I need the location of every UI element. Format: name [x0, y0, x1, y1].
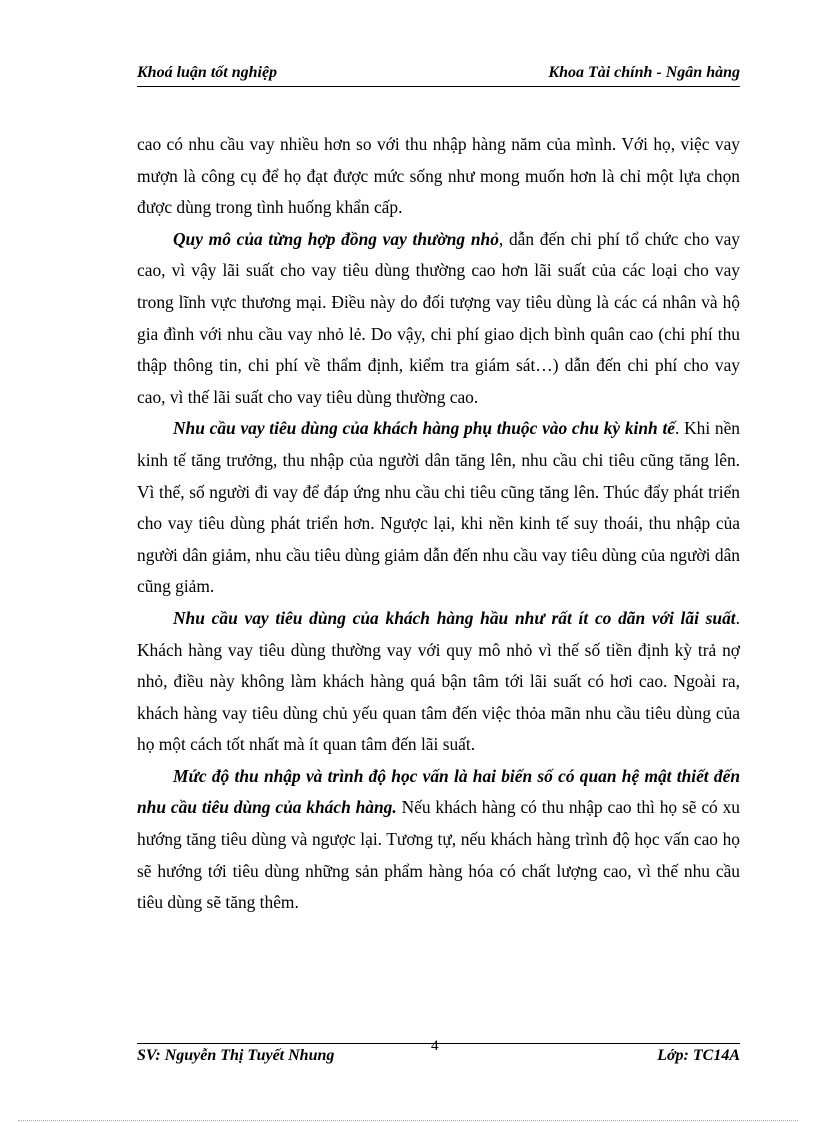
page-footer [137, 1038, 740, 1068]
page-number: 4 [431, 1038, 439, 1054]
document-body [137, 129, 740, 919]
header-thesis-title: Khoá luận tốt nghiệp [137, 64, 278, 81]
paragraph-4 [137, 603, 740, 761]
page-bottom-edge [18, 1120, 798, 1121]
page-header [137, 62, 740, 87]
paragraph-4-heading: Nhu cầu vay tiêu dùng của khách hàng hầu như rất ít co dãn với lãi suất [173, 607, 736, 628]
paragraph-3 [137, 413, 740, 603]
paragraph-1 [137, 129, 740, 224]
footer-student-name: SV: Nguyễn Thị Tuyết Nhung [137, 1047, 335, 1064]
header-faculty: Khoa Tài chính - Ngân hàng [548, 64, 740, 81]
paragraph-3-heading: Nhu cầu vay tiêu dùng của khách hàng phụ thuộc vào chu kỳ kinh tế [173, 418, 675, 439]
paragraph-1-text: cao có nhu cầu vay nhiều hơn so với thu nhập hàng năm của mình. Với họ, việc vay mượn là công cụ để họ đạt được mức sống như mong muốn hơn là chỉ một lựa chọn được dùng trong tình huống khẩn cấp. [137, 134, 740, 218]
paragraph-3-text: . Khi nền kinh tế tăng trưởng, thu nhập của người dân tăng lên, nhu cầu chi tiêu cũng tăng lên. Vì thế, số người đi vay để đáp ứng nhu cầu chi tiêu cũng tăng lên. Thúc đẩy phát triển cho vay tiêu dùng phát triển hơn. Ngược lại, khi nền kinh tế suy thoái, thu nhập của người dân giảm, nhu cầu tiêu dùng giảm dẫn đến nhu cầu vay tiêu dùng của người dân cũng giảm. [137, 418, 740, 597]
paragraph-4-text: . Khách hàng vay tiêu dùng thường vay với quy mô nhỏ vì thế số tiền định kỳ trả nợ nhỏ, điều này không làm khách hàng quá bận tâm tới lãi suất có hơi cao. Ngoài ra, khách hàng vay tiêu dùng chủ yếu quan tâm đến việc thỏa mãn nhu cầu tiêu dùng của họ một cách tốt nhất mà ít quan tâm đến lãi suất. [137, 607, 740, 755]
paragraph-5 [137, 761, 740, 919]
paragraph-2 [137, 224, 740, 414]
paragraph-2-heading: Quy mô của từng hợp đồng vay thường nhỏ [173, 228, 499, 249]
paragraph-5-text: Nếu khách hàng có thu nhập cao thì họ sẽ có xu hướng tăng tiêu dùng và ngược lại. Tương tự, nếu khách hàng trình độ học vấn cao họ sẽ hướng tới tiêu dùng những sản phẩm hàng hóa có chất lượng cao, vì thế nhu cầu tiêu dùng sẽ tăng thêm. [137, 797, 740, 913]
paragraph-2-text: , dẫn đến chi phí tổ chức cho vay cao, vì vậy lãi suất cho vay tiêu dùng thường cao hơn lãi suất của các loại cho vay trong lĩnh vực thương mại. Điều này do đối tượng vay tiêu dùng là các cá nhân và hộ gia đình với nhu cầu vay nhỏ lẻ. Do vậy, chi phí giao dịch bình quân cao (chi phí thu thập thông tin, chi phí về thẩm định, kiểm tra giám sát…) dẫn đến chi phí cho vay cao, vì thế lãi suất cho vay tiêu dùng thường cao. [137, 228, 740, 407]
footer-class: Lớp: TC14A [657, 1047, 740, 1064]
paragraph-5-heading: Mức độ thu nhập và trình độ học vấn là hai biến số có quan hệ mật thiết đến nhu cầu tiêu dùng của khách hàng. [137, 765, 740, 818]
